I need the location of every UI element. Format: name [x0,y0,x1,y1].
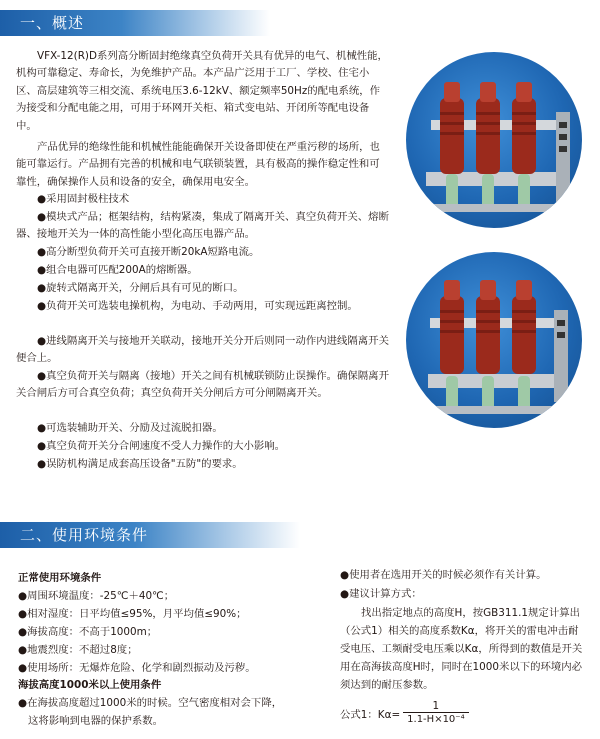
feature-bullet: ●可选装辅助开关、分励及过流脱扣器。 [37,422,223,434]
usage-note-item: ●建议计算方式： [340,588,422,600]
feature-bullet: ●组合电器可匹配200A的熔断器。 [37,264,198,276]
normal-condition-item: ●周围环境温度：-25℃＋40℃； [18,590,175,602]
feature-bullet: ●真空负荷开关分合闸速度不受人力操作的大小影响。 [37,440,286,452]
high-altitude-item: ●在海拔高度超过1000米的时候。空气密度相对会下降， [18,697,283,709]
section-environment-header [0,522,300,548]
high-altitude-item: 这将影响到电器的保护系数。 [28,715,164,727]
normal-condition-item: ●使用场所：无爆炸危险、化学和剧烈振动及污秽。 [18,662,256,674]
product-photo-2 [406,252,582,428]
formula-denominator: 1.1-H×10⁻⁴ [403,712,468,726]
feature-bullet: ●采用固封极柱技术 [37,193,130,205]
overview-paragraph-1: VFX-12(R)D系列高分断固封绝缘真空负荷开关具有优异的电气、机械性能，机构可靠稳定、寿命长，为免维护产品。本产品广泛用于工厂、学校、住宅小区、高层建筑等三相交流、系统电压3.6-12kV、额定频率50Hz的配电系统，作为接受和分配电能之用，可用于环网开关柜、箱式变电站、开闭所等配电设备中。 [16,50,388,132]
feature-bullet: ●误防机构满足成套高压设备"五防"的要求。 [37,458,243,470]
normal-condition-item: ●地震烈度：不超过8度； [18,644,138,656]
feature-bullet: ●进线隔离开关与接地开关联动，接地开关分开后则同一动作内进线隔离开关便合上。 [16,335,389,365]
product-photo-1 [406,52,582,228]
formula-1 [340,700,469,726]
normal-condition-item: ●相对湿度：日平均值≤95%，月平均值≤90%； [18,608,247,620]
feature-bullet: ●真空负荷开关与隔离（接地）开关之间有机械联锁防止误操作。确保隔离开关合闸后方可合真空负荷；真空负荷开关分闸后方可分闸隔离开关。 [16,370,389,400]
switch-illustration-icon [406,252,582,428]
formula-fraction [403,700,468,726]
feature-bullet: ●旋转式隔离开关，分闸后具有可见的断口。 [37,282,244,294]
normal-condition-item: ●海拔高度：不高于1000m； [18,626,158,638]
normal-conditions-title: 正常使用环境条件 [18,572,102,584]
feature-bullet: ●负荷开关可选装电操机构，为电动、手动两用，可实现远距离控制。 [37,300,358,312]
calc-description: 找出指定地点的高度H，按GB311.1规定计算出（公式1）相关的高度系数Kα，将开关的雷电冲击耐受电压、工频耐受电压乘以Kα，所得到的数值是开关用在高海拔高度H时，同时在1000米以下的环境内必须达到的耐压参数。 [340,607,583,691]
section-environment-title: 二、使用环境条件 [20,526,149,544]
overview-paragraph-2: 产品优异的绝缘性能和机械性能能确保开关设备即使在严重污秽的场所，也能可靠运行。产品拥有完善的机械和电气联锁装置，具有极高的操作稳定性和可靠性，确保操作人员和设备的安全，确保用电安全。 [16,141,380,188]
formula-numerator: 1 [432,700,440,712]
usage-note-item: ●使用者在选用开关的时候必须作有关计算。 [340,569,547,581]
section-overview-title: 一、概述 [20,14,85,32]
formula-label: 公式1：Kα= [340,708,401,721]
section-overview-header [0,10,270,36]
feature-bullet: ●高分断型负荷开关可直接开断20kA短路电流。 [37,246,260,258]
feature-bullet: ●模块式产品；框架结构，结构紧凑，集成了隔离开关、真空负荷开关、熔断器、接地开关为一体的高性能小型化高压电器产品。 [16,211,389,241]
high-altitude-title: 海拔高度1000米以上使用条件 [18,679,162,691]
switch-illustration-icon [406,52,582,228]
